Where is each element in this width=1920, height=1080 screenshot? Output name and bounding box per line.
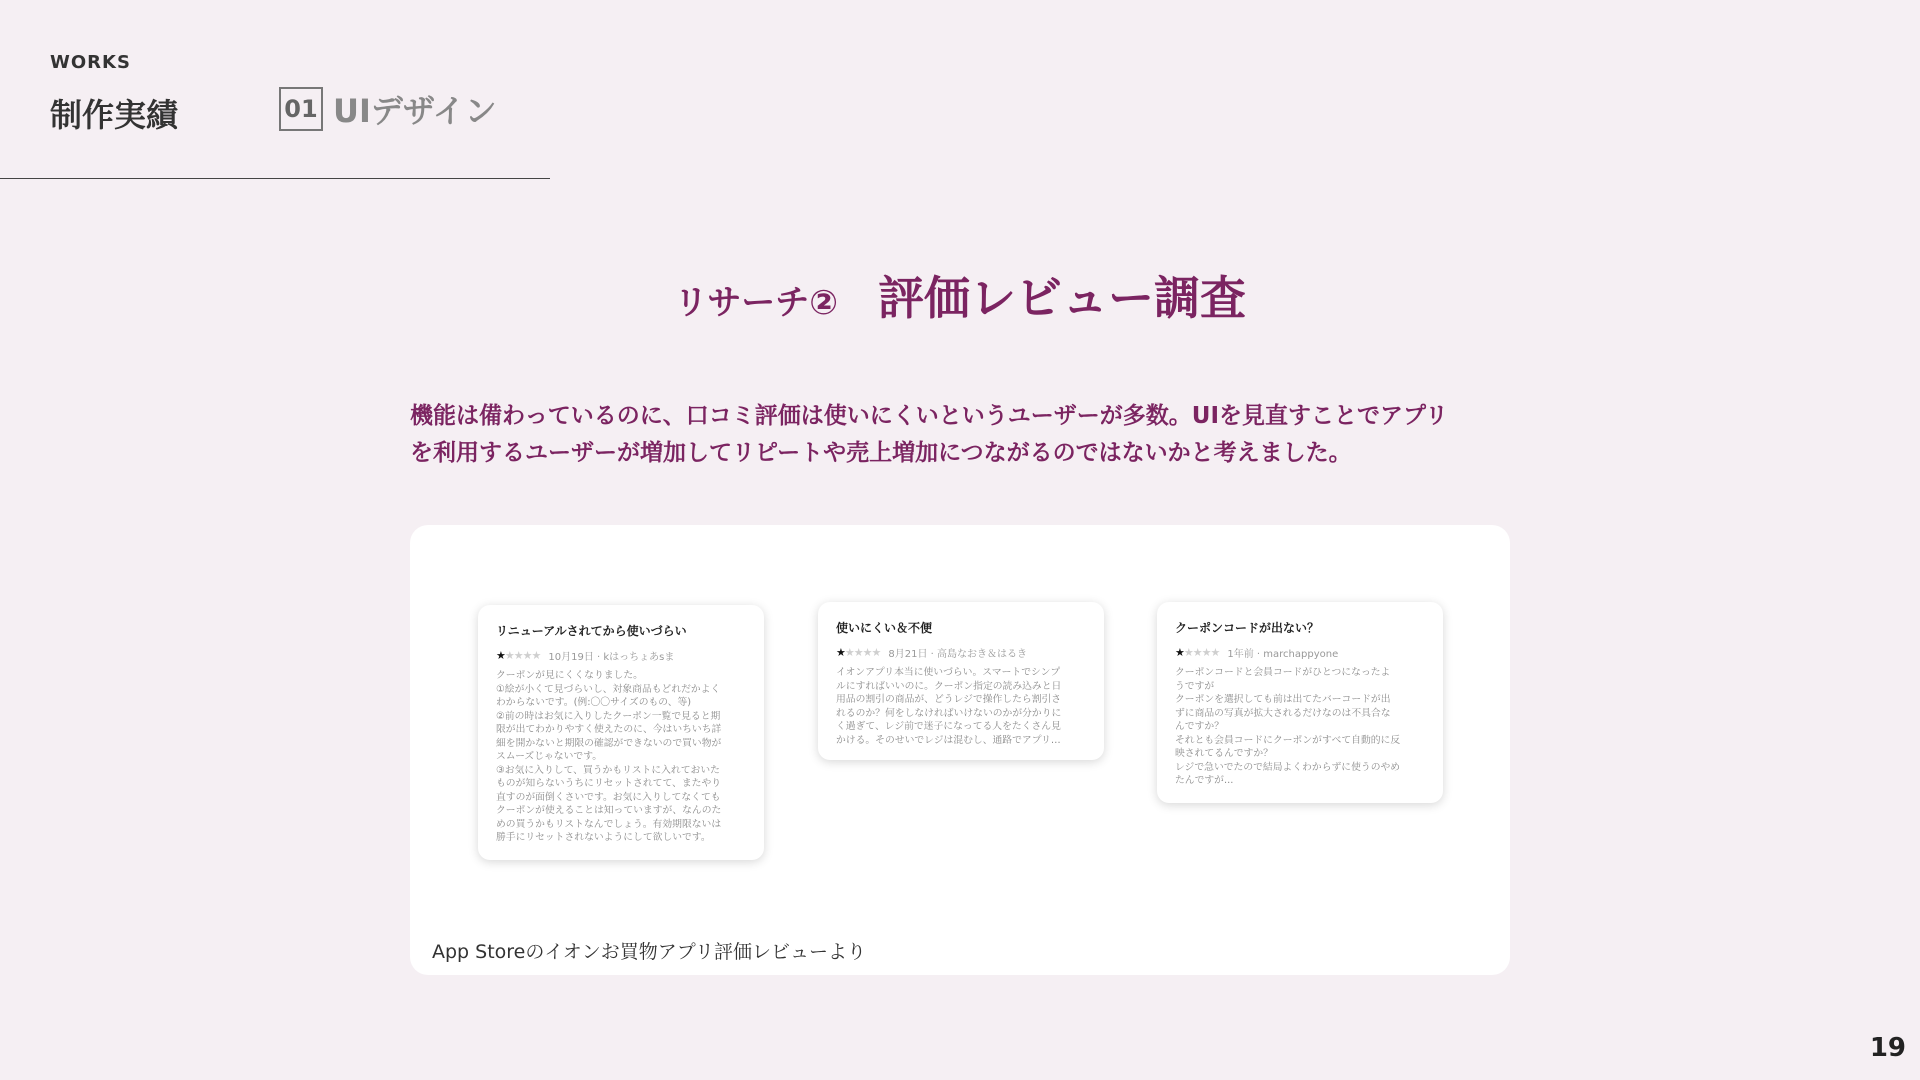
review-card: [1157, 602, 1443, 803]
lead-line-1: 機能は備わっているのに、口コミ評価は使いにくいというユーザーが多数。UIを見直すことでアプリ: [410, 403, 1449, 429]
lead-line-2: を利用するユーザーが増加してリピートや売上増加につながるのではないかと考えました。: [410, 440, 1352, 466]
star-empty-icon: ★: [1192, 646, 1202, 659]
star-empty-icon: ★: [504, 649, 514, 662]
review-meta: [836, 645, 1086, 660]
page-number: 19: [1869, 1033, 1906, 1063]
header-divider: [0, 178, 550, 179]
review-title: クーポンコードが出ない？: [1175, 621, 1320, 635]
review-body: クーポンコードと会員コードがひとつになったよ うですが クーポンを選択しても前は出てたバーコードが出 ずに商品の写真が拡大されるだけなのは不具合な んですか？ それとも会員コードにクーポンがすべて自動的に反 映されてるんですか？ レジで急いでたので結局よくわからずに使うのやめ たんですが...: [1175, 667, 1401, 786]
lead-text: [410, 398, 1530, 472]
star-filled-icon: ★: [836, 646, 845, 659]
page-heading: [0, 262, 1920, 328]
heading-title: 評価レビュー調査: [878, 271, 1247, 325]
star-empty-icon: ★: [522, 649, 532, 662]
star-empty-icon: ★: [1201, 646, 1211, 659]
review-meta: [1175, 645, 1425, 660]
star-empty-icon: ★: [844, 646, 854, 659]
star-empty-icon: ★: [531, 649, 541, 662]
star-filled-icon: ★: [1175, 646, 1184, 659]
star-empty-icon: ★: [853, 646, 863, 659]
category-name: UIデザイン: [333, 92, 497, 130]
star-filled-icon: ★: [496, 649, 505, 662]
star-rating: [836, 646, 880, 659]
review-card: [478, 605, 764, 860]
star-empty-icon: ★: [871, 646, 881, 659]
star-empty-icon: ★: [862, 646, 872, 659]
star-rating: [1175, 646, 1219, 659]
star-empty-icon: ★: [1183, 646, 1193, 659]
review-date-author: 1年前 · marchappyone: [1227, 649, 1339, 660]
category-label: [279, 85, 497, 133]
review-meta: [496, 648, 746, 663]
star-empty-icon: ★: [513, 649, 523, 662]
review-date-author: 8月21日 · 高島なおき＆はるき: [888, 649, 1027, 660]
star-rating: [496, 649, 540, 662]
heading-subtitle: リサーチ②: [673, 283, 839, 323]
panel-caption: App Storeのイオンお買物アプリ評価レビューより: [432, 941, 867, 963]
review-title: リニューアルされてから使いづらい: [496, 624, 687, 638]
section-title: 制作実績: [50, 96, 179, 134]
review-title: 使いにくい＆不便: [836, 621, 933, 635]
review-panel: [410, 525, 1510, 975]
works-label: WORKS: [50, 52, 131, 73]
review-date-author: 10月19日 · kはっちょあsま: [548, 652, 675, 663]
star-empty-icon: ★: [1210, 646, 1220, 659]
category-number-box: 01: [279, 87, 323, 131]
review-card: [818, 602, 1104, 760]
review-body: クーポンが見にくくなりました。 ①絵が小くて見づらいし、対象商品もどれだかよく わからないです。(例:〇〇サイズのもの、等) ②前の時はお気に入りしたクーポン一覧で見ると期 限が出てわかりやすく使えたのに、今はいちいち詳 細を開かないと期限の確認ができないので買い物が スムーズじゃないです。 ③お気に入りして、買うかもリストに入れておいた ものが知らないうちにリセットされてて、またやり 直すのが面倒くさいです。お気に入りしてなくても クーポンが使えることは知っていますが、なんのた めの買うかもリストなんでしょう。有効期限ないは 勝手にリセットされないようにして欲しいです。: [496, 670, 722, 843]
review-body: イオンアプリ本当に使いづらい。スマートでシンプ ルにすればいいのに。クーポン指定の読み込みと日 用品の割引の商品が、どうレジで操作したら割引さ れるのか？何をしなければいけないのかが分かりに く過ぎて、レジ前で迷子になってる人をたくさん見 かける。そのせいでレジは混むし、通路でアプリ…: [836, 667, 1062, 746]
